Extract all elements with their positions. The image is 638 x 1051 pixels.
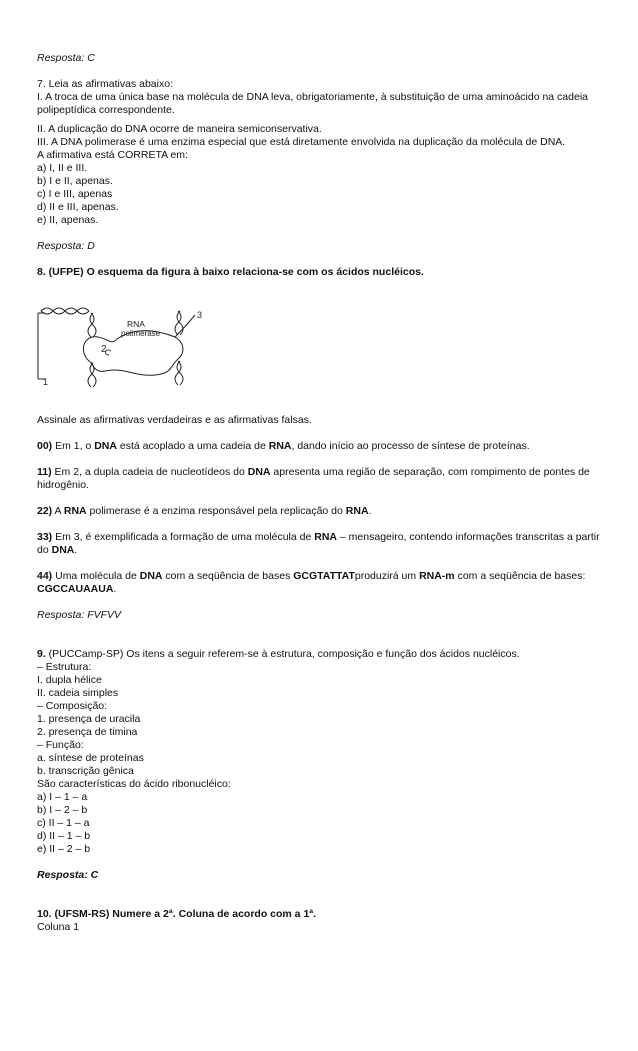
- q7-statement-2: II. A duplicação do DNA ocorre de maneira semiconservativa.: [37, 123, 322, 135]
- q9-line: 1. presença de uracila: [37, 713, 141, 725]
- answer-q7: Resposta: D: [37, 240, 95, 252]
- q7-option-c: c) I e III, apenas: [37, 188, 113, 200]
- figure-number-1: 1: [43, 377, 49, 387]
- figure-label-rna: RNA: [127, 319, 145, 329]
- q7-option-b: b) I e II, apenas.: [37, 175, 113, 187]
- q9-line: – Função:: [37, 739, 84, 751]
- q9-line: I. dupla hélice: [37, 674, 102, 686]
- answer-q6: Resposta: C: [37, 52, 95, 64]
- q7-statement-1: I. A troca de uma única base na molécula de DNA leva, obrigatoriamente, à substituição de uma aminoácido na cadeia polipeptídica correspondente.: [37, 91, 588, 116]
- document-page: [37, 52, 607, 934]
- q8-item-22: 22) A RNA polimerase é a enzima responsável pela replicação do RNA.: [37, 505, 372, 517]
- q8-title: 8. (UFPE) O esquema da figura à baixo relaciona-se com os ácidos nucléicos.: [37, 266, 424, 278]
- q9-option: b) I – 2 – b: [37, 804, 88, 816]
- q8-item-00: 00) Em 1, o DNA está acoplado a uma cadeia de RNA, dando início ao processo de síntese de proteínas.: [37, 440, 530, 452]
- q10-column-label: Coluna 1: [37, 921, 80, 933]
- answer-q8: Resposta: FVFVV: [37, 609, 122, 621]
- q7-title: 7. Leia as afirmativas abaixo:: [37, 78, 173, 90]
- dna-transcription-figure: [35, 307, 205, 389]
- q9-option: c) II – 1 – a: [37, 817, 90, 829]
- q7-option-d: d) II e III, apenas.: [37, 201, 119, 213]
- q7-option-e: e) II, apenas.: [37, 214, 99, 226]
- answer-q9: Resposta: C: [37, 869, 99, 881]
- figure-number-3: 3: [197, 310, 203, 320]
- q8-item-44: 44) Uma molécula de DNA com a seqüência de bases GCGTATTATproduzirá um RNA-m com a seqüência de bases: CGCCAUAAUA.: [37, 570, 586, 595]
- q7-option-a: a) I, II e III.: [37, 162, 88, 174]
- q9-line: São características do ácido ribonucléico:: [37, 778, 231, 790]
- q9-option: d) II – 1 – b: [37, 830, 91, 842]
- q10-title: 10. (UFSM-RS) Numere a 2ª. Coluna de acordo com a 1ª.: [37, 908, 317, 920]
- q9-line: b. transcrição gênica: [37, 765, 134, 777]
- q9-line: a. síntese de proteínas: [37, 752, 144, 764]
- q9-line: – Composição:: [37, 700, 108, 712]
- q9-option: a) I – 1 – a: [37, 791, 88, 803]
- q8-item-33: 33) Em 3, é exemplificada a formação de uma molécula de RNA – mensageiro, contendo informações transcritas a partir do DNA.: [37, 531, 600, 556]
- q9-option: e) II – 2 – b: [37, 843, 91, 855]
- q7-statement-3: III. A DNA polimerase é uma enzima especial que está diretamente envolvida na duplicação da molécula de DNA.: [37, 136, 566, 148]
- q8-intro: Assinale as afirmativas verdadeiras e as afirmativas falsas.: [37, 414, 312, 426]
- q8-item-11: 11) Em 2, a dupla cadeia de nucleotídeos do DNA apresenta uma região de separação, com rompimento de pontes de hidrogênio.: [37, 466, 590, 491]
- q9-line: – Estrutura:: [37, 661, 92, 673]
- q9-title: 9. (PUCCamp-SP) Os itens a seguir referem-se à estrutura, composição e função dos ácidos nucléicos.: [37, 648, 520, 660]
- q9-line: II. cadeia simples: [37, 687, 119, 699]
- figure-number-2: 2: [101, 344, 107, 355]
- figure-label-polimerase: polimerase: [121, 329, 161, 338]
- q7-prompt: A afirmativa está CORRETA em:: [37, 149, 188, 161]
- q9-line: 2. presença de timina: [37, 726, 138, 738]
